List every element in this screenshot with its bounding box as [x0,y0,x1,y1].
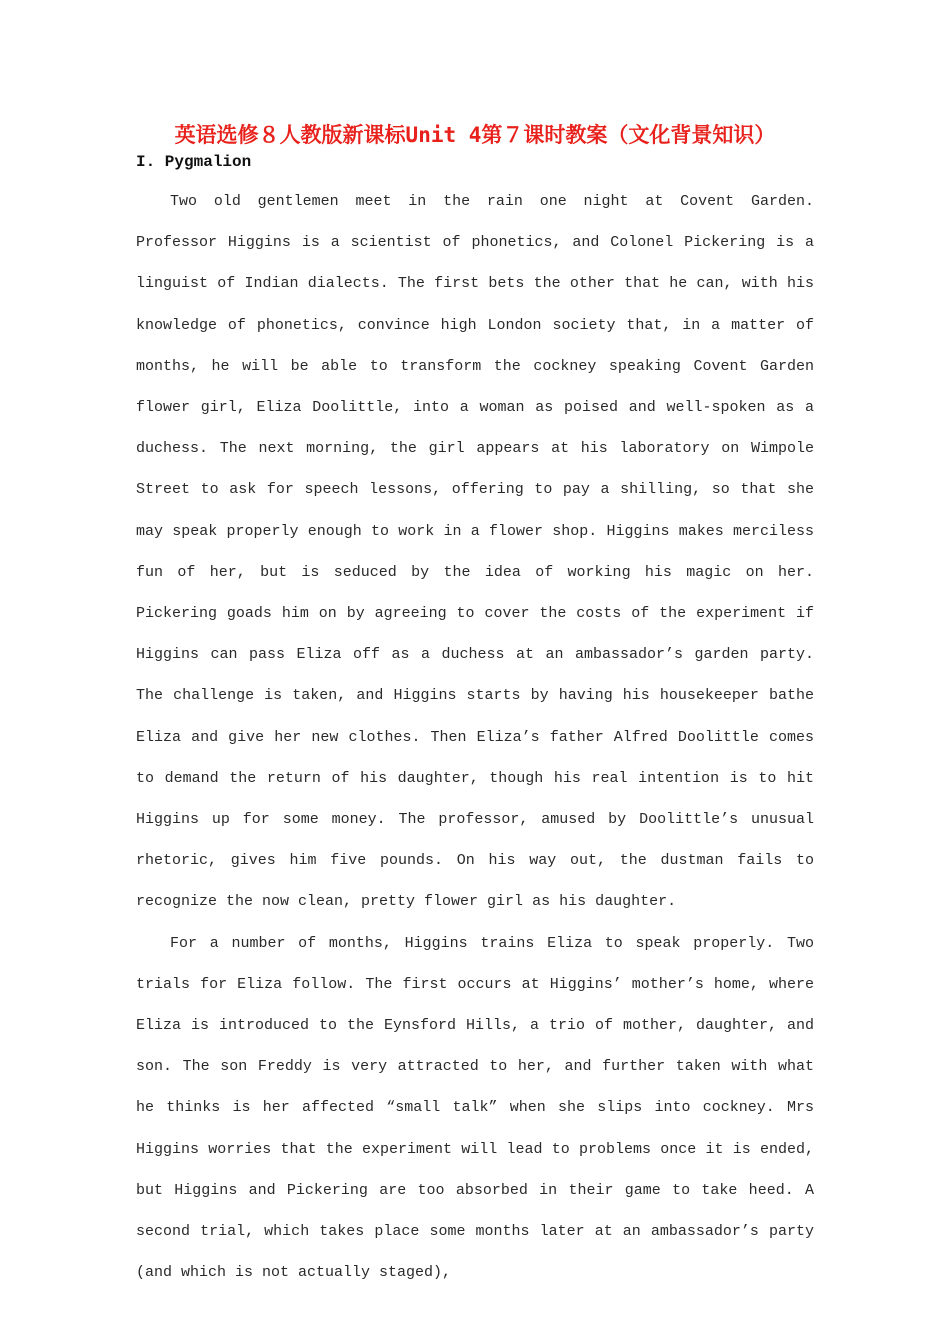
paragraph-2: For a number of months, Higgins trains Eliza to speak properly. Two trials for Eliza follow. The first occurs at Higgins’ mother’s home, where Eliza is introduced to the Eynsford Hills, a trio of mother, daughter, and son. The son Freddy is very attracted to her, and further taken with what he thinks is her affected “small talk” when she slips into cockney. Mrs Higgins worries that the experiment will lead to problems once it is ended, but Higgins and Pickering are too absorbed in their game to take heed. A second trial, which takes place some months later at an ambassador’s party (and which is not actually staged), [136,934,814,1282]
document-body [136,181,814,1293]
document-title: 英语选修８人教版新课标Unit 4第７课时教案（文化背景知识） [174,123,776,147]
paragraph-1: Two old gentlemen meet in the rain one night at Covent Garden. Professor Higgins is a scientist of phonetics, and Colonel Pickering is a linguist of Indian dialects. The first bets the other that he can, with his knowledge of phonetics, convince high London society that, in a matter of months, he will be able to transform the cockney speaking Covent Garden flower girl, Eliza Doolittle, into a woman as poised and well-spoken as a duchess. The next morning, the girl appears at his laboratory on Wimpole Street to ask for speech lessons, offering to pay a shilling, so that she may speak properly enough to work in a flower shop. Higgins makes merciless fun of her, but is seduced by the idea of working his magic on her. Pickering goads him on by agreeing to cover the costs of the experiment if Higgins can pass Eliza off as a duchess at an ambassador’s garden party. The challenge is taken, and Higgins starts by having his housekeeper bathe Eliza and give her new clothes. Then Eliza’s father Alfred Doolittle comes to demand the return of his daughter, though his real intention is to hit Higgins up for some money. The professor, amused by Doolittle’s unusual rhetoric, gives him five pounds. On his way out, the dustman fails to recognize the now clean, pretty flower girl as his daughter. [136,193,814,911]
section-heading: I. Pygmalion [136,153,252,171]
